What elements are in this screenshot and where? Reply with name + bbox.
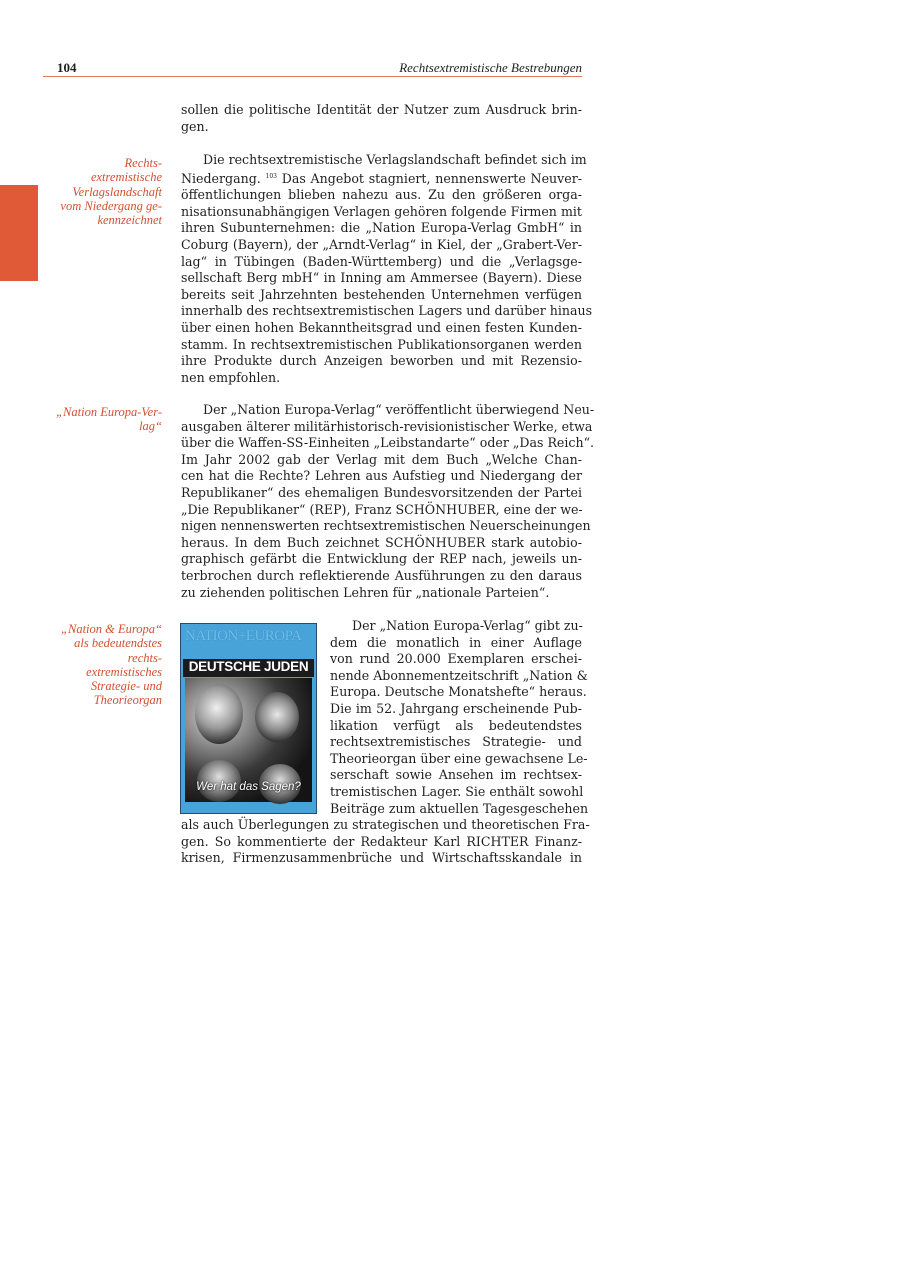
- margin-note-line: extremistische: [90, 170, 162, 185]
- text-line: Der „Nation Europa-Verlag“ gibt zu-: [352, 618, 583, 633]
- magazine-headline: DEUTSCHE JUDEN: [183, 659, 314, 677]
- text-line: serschaft sowie Ansehen im rechtsex-: [330, 767, 582, 783]
- text-line: zu ziehenden politischen Lehren für „nationale Parteien“.: [181, 584, 550, 600]
- text-line: Europa. Deutsche Monatshefte“ heraus.: [330, 684, 587, 700]
- text-line: nisationsunabhängigen Verlagen gehören folgende Firmen mit: [181, 203, 582, 219]
- margin-note-verlagslandschaft: [55, 156, 162, 227]
- text-line: Coburg (Bayern), der „Arndt-Verlag“ in Kiel, der „Grabert-Ver-: [181, 236, 582, 252]
- text-line: Im Jahr 2002 gab der Verlag mit dem Buch „Welche Chan-: [181, 451, 582, 467]
- text-line: [181, 169, 582, 188]
- text-line: cen hat die Rechte? Lehren aus Aufstieg und Niedergang der: [181, 468, 582, 484]
- magazine-cover-image: [180, 623, 317, 814]
- footnote-marker: 103: [265, 172, 277, 180]
- text-line: Der „Nation Europa-Verlag“ veröffentlicht überwiegend Neu-: [203, 402, 595, 417]
- text-line: rechtsextremistisches Strategie- und: [330, 734, 582, 750]
- margin-note-line: Verlagslandschaft: [72, 184, 162, 199]
- text-line: Die im 52. Jahrgang erscheinende Pub-: [330, 700, 582, 716]
- margin-note-line: „Nation & Europa“: [61, 622, 162, 636]
- text-line: sellschaft Berg mbH“ in Inning am Ammersee (Bayern). Diese: [181, 270, 582, 286]
- text-line: tremistischen Lager. Sie enthält sowohl: [330, 783, 584, 799]
- margin-note-strategieorgan: [55, 622, 162, 708]
- magazine-masthead: NATION+EUROPA: [185, 628, 302, 644]
- text-line: „Die Republikaner“ (REP), Franz SCHÖNHUBER, eine der we-: [181, 501, 583, 517]
- margin-note-line: Strategie- und: [90, 679, 162, 694]
- margin-note-line: als bedeutendstes: [74, 636, 162, 651]
- text-line: von rund 20.000 Exemplaren erschei-: [330, 651, 582, 667]
- chapter-tab-marker: [0, 185, 38, 281]
- text-line: Beiträge zum aktuellen Tagesgeschehen: [330, 800, 589, 816]
- paragraph-nation-und-europa-narrow: [330, 618, 589, 817]
- margin-note-line: rechts-: [127, 650, 162, 665]
- page-number: 104: [57, 60, 77, 75]
- text-line: graphisch gefärbt die Entwicklung der REP nach, jeweils un-: [181, 551, 582, 567]
- text-line: ihren Subunternehmen: die „Nation Europa-Verlag GmbH“ in: [181, 220, 582, 236]
- text-line: heraus. In dem Buch zeichnet SCHÖNHUBER stark autobio-: [181, 534, 582, 550]
- margin-note-line: lag“: [139, 419, 162, 434]
- portrait-photo: [255, 692, 299, 742]
- text-line: terbrochen durch reflektierende Ausführungen zu den daraus: [181, 567, 582, 583]
- text-line: über einen hohen Bekanntheitsgrad und einen festen Kunden-: [181, 319, 582, 335]
- text-line: stamm. In rechtsextremistischen Publikationsorganen werden: [181, 336, 582, 352]
- text-line: als auch Überlegungen zu strategischen und theoretischen Fra-: [181, 817, 590, 832]
- text-line: likation verfügt als bedeutendstes: [330, 717, 582, 733]
- text-line: lag“ in Tübingen (Baden-Württemberg) und die „Verlagsge-: [181, 253, 582, 269]
- text-line: öffentlichungen blieben nahezu aus. Zu den größeren orga-: [181, 187, 582, 203]
- margin-note-nation-europa-verlag: [55, 405, 162, 434]
- running-title: Rechtsextremistische Bestrebungen: [399, 60, 582, 75]
- paragraph-nation-und-europa-full: [181, 817, 590, 867]
- text-line: nigen nennenswerten rechtsextremistischen Neuerscheinungen: [181, 518, 591, 534]
- text-line: dem die monatlich in einer Auflage: [330, 634, 582, 650]
- magazine-photo-collage: [185, 678, 312, 802]
- text-line: Die rechtsextremistische Verlagslandschaft befindet sich im: [203, 152, 587, 167]
- text-line: gen. So kommentierte der Redakteur Karl RICHTER Finanz-: [181, 833, 582, 849]
- paragraph-nation-europa-verlag: [181, 402, 595, 601]
- text-line: ihre Produkte durch Anzeigen beworben und mit Rezensio-: [181, 353, 582, 369]
- text-fragment: Das Angebot stagniert, nennenswerte Neuver-: [281, 170, 582, 186]
- margin-note-line: „Nation Europa-Ver-: [56, 405, 162, 419]
- margin-note-line: vom Niedergang ge-: [60, 198, 162, 213]
- header-rule: [43, 76, 582, 77]
- text-line: gen.: [181, 118, 209, 134]
- text-line: sollen die politische Identität der Nutzer zum Ausdruck brin-: [181, 102, 582, 117]
- margin-note-line: kennzeichnet: [97, 213, 162, 228]
- text-line: Theorieorgan über eine gewachsene Le-: [330, 750, 588, 766]
- margin-note-line: Rechts-: [124, 156, 162, 170]
- text-fragment: Niedergang.: [181, 170, 261, 186]
- text-line: ausgaben älterer militärhistorisch-revisionistischer Werke, etwa: [181, 418, 593, 434]
- magazine-tagline: Wer hat das Sagen?: [196, 781, 301, 793]
- text-line: über die Waffen-SS-Einheiten „Leibstandarte“ oder „Das Reich“.: [181, 435, 595, 451]
- text-line: krisen, Firmenzusammenbrüche und Wirtschaftsskandale in: [181, 850, 582, 866]
- text-line: bereits seit Jahrzehnten bestehenden Unternehmen verfügen: [181, 286, 582, 302]
- portrait-photo: [195, 684, 243, 744]
- paragraph-verlagslandschaft: [181, 152, 593, 386]
- text-line: innerhalb des rechtsextremistischen Lagers und darüber hinaus: [181, 303, 593, 319]
- text-line: Republikaner“ des ehemaligen Bundesvorsitzenden der Partei: [181, 484, 582, 500]
- text-line: nende Abonnementzeitschrift „Nation &: [330, 667, 588, 683]
- text-line: nen empfohlen.: [181, 369, 281, 385]
- margin-note-line: extremistisches: [86, 664, 162, 679]
- paragraph-continuation: [181, 102, 582, 135]
- margin-note-line: Theorieorgan: [93, 693, 162, 708]
